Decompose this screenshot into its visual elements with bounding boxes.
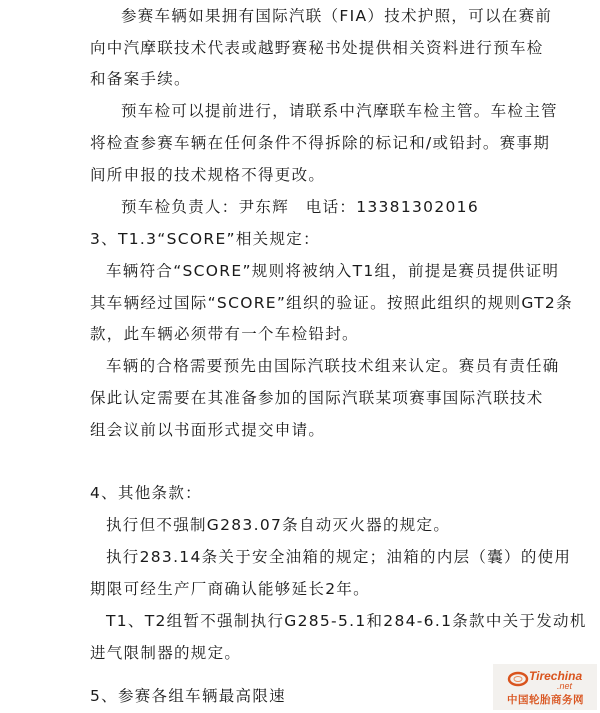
text-line: 其车辆经过国际“SCORE”组织的验证。按照此组织的规则GT2条 bbox=[90, 294, 573, 312]
watermark-site-name: 中国轮胎商务网 bbox=[507, 694, 584, 706]
text-line: 款，此车辆必须带有一个车检铅封。 bbox=[90, 325, 359, 343]
text-line: 执行283.14条关于安全油箱的规定；油箱的内层（囊）的使用 bbox=[106, 548, 572, 566]
text-line: 向中汽摩联技术代表或越野赛秘书处提供相关资料进行预车检 bbox=[90, 39, 544, 57]
watermark bbox=[493, 664, 597, 710]
text-line: 车辆符合“SCORE”规则将被纳入T1组，前提是赛员提供证明 bbox=[106, 262, 560, 280]
tire-logo-icon bbox=[507, 668, 529, 690]
text-line: 间所申报的技术规格不得更改。 bbox=[90, 166, 326, 184]
text-line: 保此认定需要在其准备参加的国际汽联某项赛事国际汽联技术 bbox=[90, 389, 544, 407]
section-heading: 3、T1.3“SCORE”相关规定： bbox=[90, 230, 320, 248]
section-heading: 4、其他条款： bbox=[90, 484, 202, 502]
text-line: 参赛车辆如果拥有国际汽联（FIA）技术护照，可以在赛前 bbox=[121, 7, 553, 25]
contact-line: 预车检负责人：尹东辉 电话：13381302016 bbox=[121, 198, 479, 216]
watermark-domain: .net bbox=[557, 681, 573, 691]
watermark-brand: Tirechina bbox=[529, 669, 583, 683]
text-line: 将检查参赛车辆在任何条件不得拆除的标记和/或铅封。赛事期 bbox=[90, 134, 551, 152]
text-line: 期限可经生产厂商确认能够延长2年。 bbox=[90, 580, 370, 598]
text-line: 预车检可以提前进行，请联系中汽摩联车检主管。车检主管 bbox=[121, 102, 558, 120]
text-line: 执行但不强制G283.07条自动灭火器的规定。 bbox=[106, 516, 451, 534]
text-line: 车辆的合格需要预先由国际汽联技术组来认定。赛员有责任确 bbox=[106, 357, 560, 375]
text-line: 进气限制器的规定。 bbox=[90, 644, 242, 662]
section-heading: 5、参赛各组车辆最高限速 bbox=[90, 687, 286, 705]
text-line: 和备案手续。 bbox=[90, 70, 191, 88]
text-line: T1、T2组暂不强制执行G285-5.1和284-6.1条款中关于发动机 bbox=[106, 612, 587, 630]
text-line: 组会议前以书面形式提交申请。 bbox=[90, 421, 326, 439]
